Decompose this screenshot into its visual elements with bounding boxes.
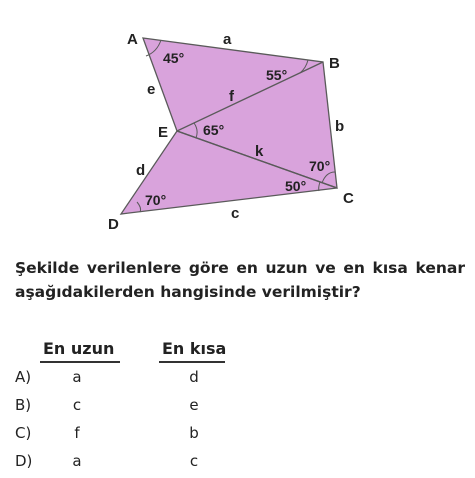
option-b-letter[interactable]: B) (15, 396, 32, 414)
option-a-short: d (189, 368, 199, 386)
option-c-letter[interactable]: C) (15, 424, 32, 442)
angle-label-ecd: 50° (285, 178, 307, 194)
option-d-short: c (189, 452, 199, 470)
point-label-c: C (343, 190, 354, 207)
angle-label-d: 70° (145, 192, 167, 208)
header-en-kisa: En kısa (162, 339, 227, 358)
point-label-e: E (158, 124, 169, 141)
angle-label-aeb: 65° (203, 122, 225, 138)
option-d-letter[interactable]: D) (15, 452, 33, 470)
option-d-long: a (72, 452, 82, 470)
angle-label-bce: 70° (309, 158, 331, 174)
header-en-uzun: En uzun (43, 339, 115, 358)
side-label-b: b (335, 118, 345, 135)
side-label-k: k (255, 143, 264, 160)
option-a-long: a (72, 368, 82, 386)
header-underline-short (159, 361, 225, 363)
side-label-a: a (223, 31, 232, 48)
option-a-letter[interactable]: A) (15, 368, 32, 386)
option-b-short: e (189, 396, 199, 414)
option-c-long: f (74, 424, 80, 442)
option-b-long: c (72, 396, 82, 414)
point-label-d: D (108, 216, 119, 233)
angle-label-a: 45° (163, 50, 185, 66)
side-label-e: e (147, 81, 156, 98)
angle-label-eba: 55° (266, 67, 288, 83)
option-c-short: b (189, 424, 199, 442)
question-text: Şekilde verilenlere göre en uzun ve en kısa kenar aşağıdakilerden hangisinde verilmiştir? (15, 259, 465, 301)
side-label-d: d (136, 162, 146, 179)
side-label-f: f (229, 88, 234, 105)
point-label-a: A (127, 31, 138, 48)
header-underline-long (40, 361, 120, 363)
side-label-c: c (231, 205, 240, 222)
point-label-b: B (329, 55, 340, 72)
